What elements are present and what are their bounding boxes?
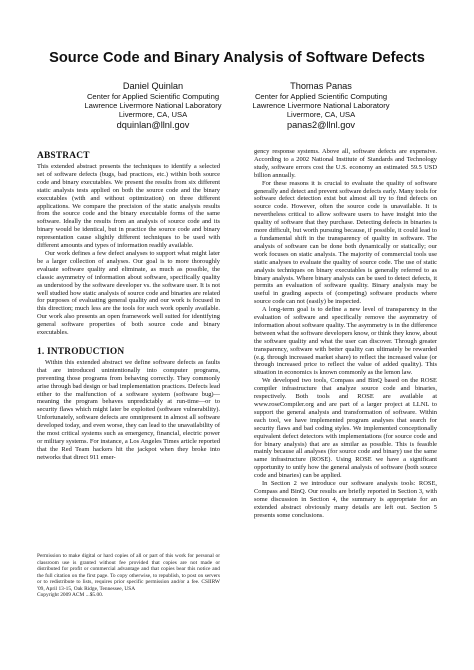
author-affiliation: Center for Applied Scientific Computing	[86, 92, 220, 101]
body-paragraph: We developed two tools, Compass and BinQ based on the ROSE compiler infrastructure that analyze source code and binaries, respectively. Both tools and ROSE are available at www.roseCompiler.org and are part of a larger project at LLNL to support the general analysis and transformation of software. Within each tool, we have implemented program analyses that search for security flaws and bad coding styles. We implemented conceptionally equivalent defect detectors with implementations (for source code and for binary analysis) that are as similar as possible. This is feasible mainly because all analyses (for source code and binary) use the same same infrastructure (ROSE). Using ROSE we have a significant opportunity to unify how the general analysis of software (both source code and binaries) can be applied.	[254, 377, 437, 480]
author-block	[226, 80, 416, 131]
permission-notice	[37, 553, 220, 599]
author-affiliation: Lawrence Livermore National Laboratory	[252, 101, 390, 111]
introduction-heading: 1. INTRODUCTION	[37, 346, 125, 357]
introduction-paragraph: Within this extended abstract we define software defects as faults that are introduced unintentionally into computer programs, preventing those programs from behaving correctly. They commonly arise through bad design or bad implementation practices. Defects lead either to the malfunction of a software system (software bug)—meaning the program behaves unpredictably at run-time—or to security flaws which might later be exploited (software vulnerability). Unfortunately, software defects are omnipresent in almost all software developed today, and even worse, they can lead to the unavailability of the most critical systems such as emergency, financial, electric power or military systems. For instance, a Los Angeles Times article reported that the Red Team hackers hit the jackpot when they broke into networks that direct 911 emer-	[37, 358, 220, 461]
abstract-heading: ABSTRACT	[37, 151, 90, 161]
author-affiliation: Lawrence Livermore National Laboratory	[84, 101, 222, 111]
abstract-paragraph: Our work defines a few defect analyses to support what might later be a larger collection of analyses. Our goal is to more thoroughly evaluate software quality and eliminate, as much as possible, the classic asymmetry of information about software, specifically quality as understood by the software developer vs. the software user. It is not well studied how static analysis of source code and binaries are related for purposes of evaluating general quality and our work is focused in this direction; much less are the tools for such work openly available. Our work also presents an open framework well suited for identifying general software properties of both source code and binary executables.	[37, 249, 220, 337]
left-column	[37, 150, 220, 462]
body-paragraph: For these reasons it is crucial to evaluate the quality of software generally and detect and prevent software defects early. Many tools for software defect detection exist but almost all try to find defects on source code. However, often the source code is unavailable. It is nevertheless critical to allow software users to have insight into the quality of software that they purchase. Detecting defects in binaries is more difficult, but worth pursuing because, if possible, it could lead to a fundamental shift in the transparency of quality in software. The analysis of software can be done both dynamically or statically; our work focuses on static analysis. The majority of commercial tools use static analyses to evaluate the quality of source code. The use of static analysis techniques on binary executables is generally referred to as binary analysis. Where binary analysis can be used to detect defects, it permits an evaluation of software quality. Binary analysis may be useful in grading aspects of (competing) software products where source code can not (easily) be inspected.	[254, 179, 437, 306]
right-column	[254, 148, 437, 520]
body-paragraph: In Section 2 we introduce our software analysis tools: ROSE, Compass and BinQ. Our results are briefly reported in Section 3, with some discussion in Section 4, the summary is appropriate for an extended abstract obviously many details are left out. Section 5 presents some conclusions.	[254, 480, 437, 519]
abstract-paragraph: This extended abstract presents the techniques to identify a selected set of software defects (bugs, bad practices, etc.) within both source code and binary executables. We present the results from six different static analysis tests applied on both the source code and the binary executables (with and without optimization) on three different applications. We compare the precision of the static analysis results from the source code and the binary executable forms of the same software. Ideally the results from an analysis of source code and its binary would be identical, but in practice the source code and binary representation cause slightly different techniques to be used with different amounts and types of information readily available.	[37, 163, 220, 250]
author-name: Thomas Panas	[290, 81, 352, 91]
body-paragraph: A long-term goal is to define a new level of transparency in the evaluation of software and specifically remove the asymmetry of information about software quality. The asymmetry is in the difference between what the software developers know, or think they know, about the software quality and what the user can discover. Through greater transparency, software with better quality can ultimately be rewarded (e.g. through increased market share) to reflect the increased value (or through increased price to reflect the value of added quality). This situation in economics is known commonly as the lemon law.	[254, 306, 437, 377]
permission-text: Permission to make digital or hard copies of all or part of this work for personal or classroom use is granted without fee provided that copies are not made or distributed for profit or commercial advantage and that copies bear this notice and the full citation on the first page. To copy otherwise, to republish, to post on servers or to redistribute to lists, requires prior specific permission and/or a fee. CSIIRW '09, April 13-15, Oak Ridge, Tennessee, USA	[37, 553, 220, 592]
author-location: Livermore, CA, USA	[286, 110, 356, 120]
paper-title: Source Code and Binary Analysis of Software Defects	[49, 50, 425, 66]
author-email: dquinlan@llnl.gov	[116, 120, 190, 131]
copyright-line: Copyright 2009 ACM ...$5.00.	[37, 592, 104, 599]
author-block	[58, 80, 248, 131]
author-affiliation: Center for Applied Scientific Computing	[254, 92, 388, 101]
author-email: panas2@llnl.gov	[286, 120, 356, 131]
body-paragraph: gency response systems. Above all, software defects are expensive. According to a 2002 National Institute of Standards and Technology study, software errors cost the U.S. economy an estimated 59.5 USD billion annually.	[254, 148, 437, 179]
author-name: Daniel Quinlan	[122, 81, 184, 91]
author-location: Livermore, CA, USA	[118, 110, 188, 120]
